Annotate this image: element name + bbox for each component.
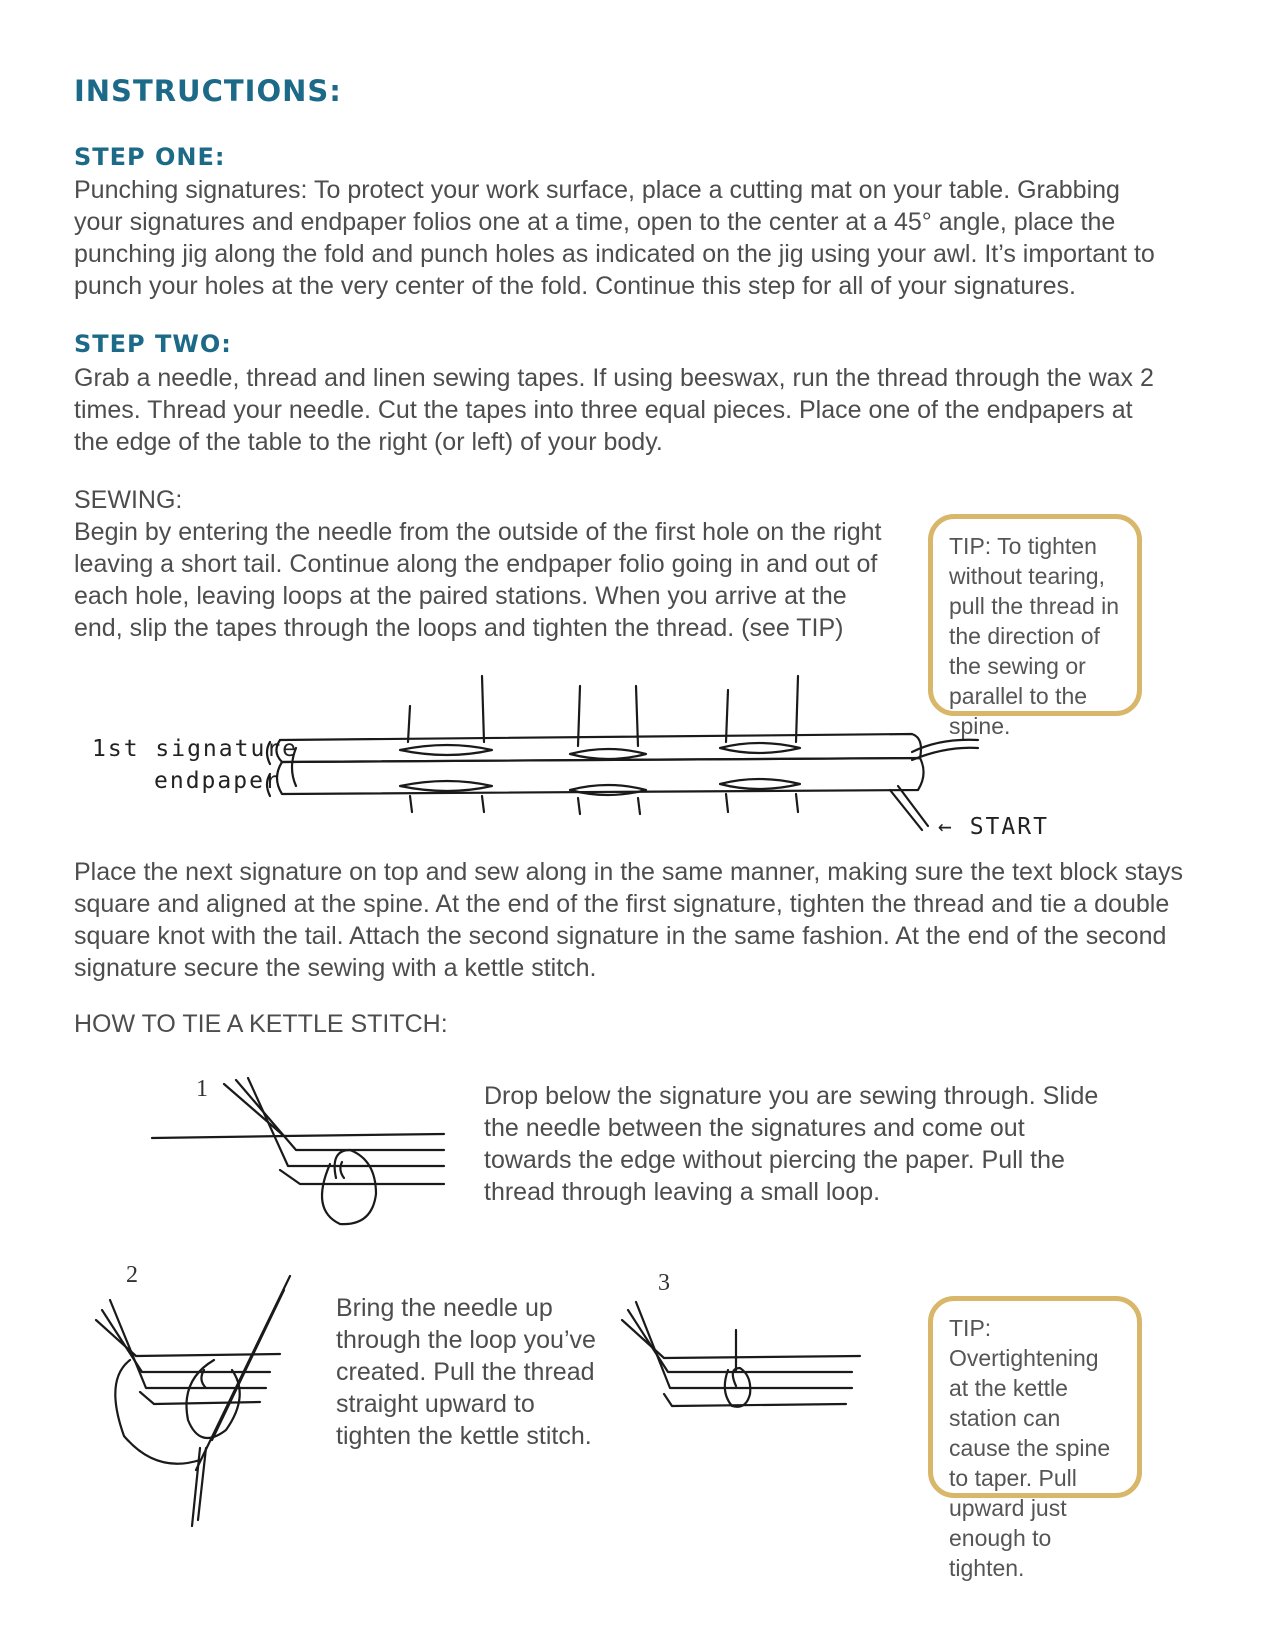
next-signature-text: Place the next signature on top and sew along in the same manner, making sure the text block stays square and aligned at the spine. At the end of the first signature, tighten the thread and tie a double square knot with the tail. Attach the second signature in the same fashion. At the end of the second signature secure the sewing with a kettle stitch. [74,858,1183,982]
page-title: INSTRUCTIONS: [74,74,342,108]
sewing-heading: SEWING: [74,486,183,514]
kettle-step2-number: 2 [126,1262,138,1288]
kettle-tip-box [928,1296,1142,1581]
sewing-text: Begin by entering the needle from the outside of the first hole on the right leaving a short tail. Continue along the endpaper folio going in and out of each hole, leaving loops at the paired stations. When you arrive at the end, slip the tapes through the loops and tighten the thread. (see TIP) [74,518,882,642]
kettle-step2-text: Bring the needle up through the loop you’ve created. Pull the thread straight upward to tighten the kettle stitch. [336,1294,596,1450]
kettle-step3-number: 3 [658,1270,670,1296]
step-two-heading: STEP TWO: [74,330,232,358]
sewing-tip-text: TIP: To tighten without tearing, pull the thread in the direction of the sewing or parallel to the spine. [949,533,1120,739]
diagram-label-endpaper: endpaper [154,768,281,794]
kettle-step1-text: Drop below the signature you are sewing through. Slide the needle between the signatures and come out towards the edge without piercing the paper. Pull the thread through leaving a small loop. [484,1082,1099,1206]
step-one-text: Punching signatures: To protect your work surface, place a cutting mat on your table. Grabbing your signatures and endpaper folios one at a time, open to the center at a 45° angle, place the punching jig along the fold and punch holes as indicated on the jig using your awl. It’s important to punch your holes at the very center of the fold. Continue this step for all of your signatures. [74,176,1155,300]
kettle-step1-number: 1 [196,1076,208,1102]
step-two-text: Grab a needle, thread and linen sewing tapes. If using beeswax, run the thread through the wax 2 times. Thread your needle. Cut the tapes into three equal pieces. Place one of the endpapers at the edge of the table to the right (or left) of your body. [74,364,1154,456]
step-one-heading: STEP ONE: [74,143,226,171]
diagram-label-start: ← START [938,814,1049,840]
diagram-label-signature: 1st signature [92,736,299,762]
kettle-tip-text: TIP: Overtightening at the kettle station can cause the spine to taper. Pull upward just enough to tighten. [949,1315,1111,1581]
kettle-heading: HOW TO TIE A KETTLE STITCH: [74,1010,448,1038]
